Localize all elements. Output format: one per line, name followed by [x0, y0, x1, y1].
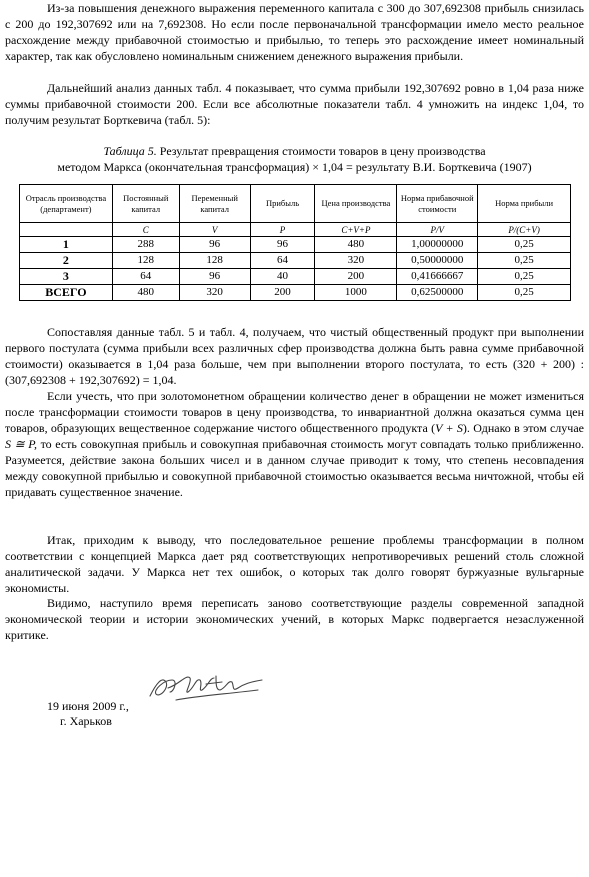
table-caption-line-2: методом Маркса (окончательная трансформация) × 1,04 = результату В.И. Борткевича (1907): [57, 160, 532, 174]
table-cell: 0,62500000: [397, 285, 478, 301]
table-cell: 320: [179, 285, 250, 301]
table-header-row: [20, 185, 571, 223]
table-cell: 1000: [315, 285, 397, 301]
table-cell: 96: [250, 237, 315, 253]
table-cell: 0,25: [478, 269, 571, 285]
table-cell: 128: [112, 253, 179, 269]
table-symbol-row: [20, 223, 571, 237]
table-cell: 200: [315, 269, 397, 285]
paragraph-4-text-c: то есть совокупная прибыль и совокупная прибавочная стоимость могут совпадать только приближенно. Разумеется, действие закона больших чисел и в данном случае приводит к тому, что степень несовпадения между совокупной прибылью и совокупной прибавочной стоимостью оказывается весьма ничтожной, чтобы ей придавать существенное значение.: [5, 437, 584, 499]
col-header-profit: Прибыль: [250, 185, 315, 223]
table-caption-title: Результат превращения стоимости товаров в цену производства: [156, 144, 486, 158]
table-cell: 480: [315, 237, 397, 253]
table-cell: 128: [179, 253, 250, 269]
table-cell: 0,50000000: [397, 253, 478, 269]
symbol-cell: P: [250, 223, 315, 237]
table-cell: 0,25: [478, 237, 571, 253]
table-cell: 1: [20, 237, 113, 253]
table-cell: 3: [20, 269, 113, 285]
table-cell: 40: [250, 269, 315, 285]
paragraph-6: Видимо, наступило время переписать заново соответствующие разделы современной западной экономической теории и истории экономических учений, в которых Маркс подвергается незаслуженной критике.: [5, 596, 584, 642]
paragraph-3: Сопоставляя данные табл. 5 и табл. 4, получаем, что чистый общественный продукт при выполнении первого постулата (сумма прибыли всех различных сфер производства должна быть равна сумме прибавочной стоимости) оказывается в 1,04 раза больше, чем при выполнении второго постулата, то есть (320 + 200) : (307,692308 + 192,307692) = 1,04.: [5, 325, 584, 387]
table-cell: 96: [179, 269, 250, 285]
table-cell: 0,41666667: [397, 269, 478, 285]
symbol-cell: V: [179, 223, 250, 237]
table-caption-line-1: [5, 143, 584, 159]
paragraph-5: Итак, приходим к выводу, что последовательное решение проблемы трансформации в полном соответствии с концепцией Маркса дает ряд соответствующих непротиворечивых решений столь сложной аналитической задачи. У Маркса нет тех ошибок, о которых так долго говорят буржуазные вульгарные экономисты.: [5, 533, 584, 595]
table-cell: ВСЕГО: [20, 285, 113, 301]
col-header-surplus-rate: Норма прибавочной стоимости: [397, 185, 478, 223]
table-cell: 288: [112, 237, 179, 253]
symbol-cell: C+V+P: [315, 223, 397, 237]
col-header-profit-rate: Норма прибыли: [478, 185, 571, 223]
signature-city: г. Харьков: [60, 714, 112, 728]
handwritten-signature: [146, 666, 266, 708]
table-total-row: [20, 285, 571, 301]
paragraph-2: Дальнейший анализ данных табл. 4 показывает, что сумма прибыли 192,307692 ровно в 1,04 раза ниже суммы прибавочной стоимости 200. Если все абсолютные показатели табл. 4 умножить на индекс 1,04, то получим результат Борткевича (табл. 5):: [5, 81, 584, 127]
col-header-production-price: Цена производства: [315, 185, 397, 223]
symbol-cell: C: [112, 223, 179, 237]
symbol-cell: [20, 223, 113, 237]
table-cell: 200: [250, 285, 315, 301]
table-cell: 480: [112, 285, 179, 301]
table-row: [20, 253, 571, 269]
col-header-department: Отрасль производства (департамент): [20, 185, 113, 223]
col-header-constant-capital: Постоянный капитал: [112, 185, 179, 223]
table-row: [20, 237, 571, 253]
col-header-variable-capital: Переменный капитал: [179, 185, 250, 223]
symbol-cell: P/V: [397, 223, 478, 237]
signature-date: 19 июня 2009 г.,: [47, 699, 129, 713]
table-5: [19, 184, 571, 301]
table-cell: 2: [20, 253, 113, 269]
table-caption-label: Таблица 5.: [103, 144, 157, 158]
table-cell: 0,25: [478, 253, 571, 269]
paragraph-4-text-a: Если учесть, что при золотомонетном обращении количество денег в обращении не может измениться после трансформации стоимости товаров в цену производства, то инвариантной должна оказаться сумма цен товаров, образующих вещественное содержание чистого общественного продукта (: [5, 389, 584, 435]
paragraph-1: Из-за повышения денежного выражения переменного капитала с 300 до 307,692308 прибыль снизилась с 200 до 192,307692 или на 7,692308. Но если после первоначальной трансформации имело место реальное расхождение между прибавочной стоимостью и прибылью, то теперь это расхождение имеет номинальный характер, так как обусловлено номинальным снижением денежного выражения прибыли.: [5, 1, 584, 63]
table-cell: 1,00000000: [397, 237, 478, 253]
table-cell: 64: [112, 269, 179, 285]
table-cell: 320: [315, 253, 397, 269]
paragraph-4-text-b: ). Однако в этом случае: [462, 421, 584, 435]
table-row: [20, 269, 571, 285]
table-cell: 96: [179, 237, 250, 253]
paragraph-4: [5, 388, 584, 500]
formula-v-plus-s: V + S: [435, 421, 463, 435]
formula-s-approx-p: S ≅ P,: [5, 437, 37, 451]
symbol-cell: P/(C+V): [478, 223, 571, 237]
table-cell: 64: [250, 253, 315, 269]
table-cell: 0,25: [478, 285, 571, 301]
